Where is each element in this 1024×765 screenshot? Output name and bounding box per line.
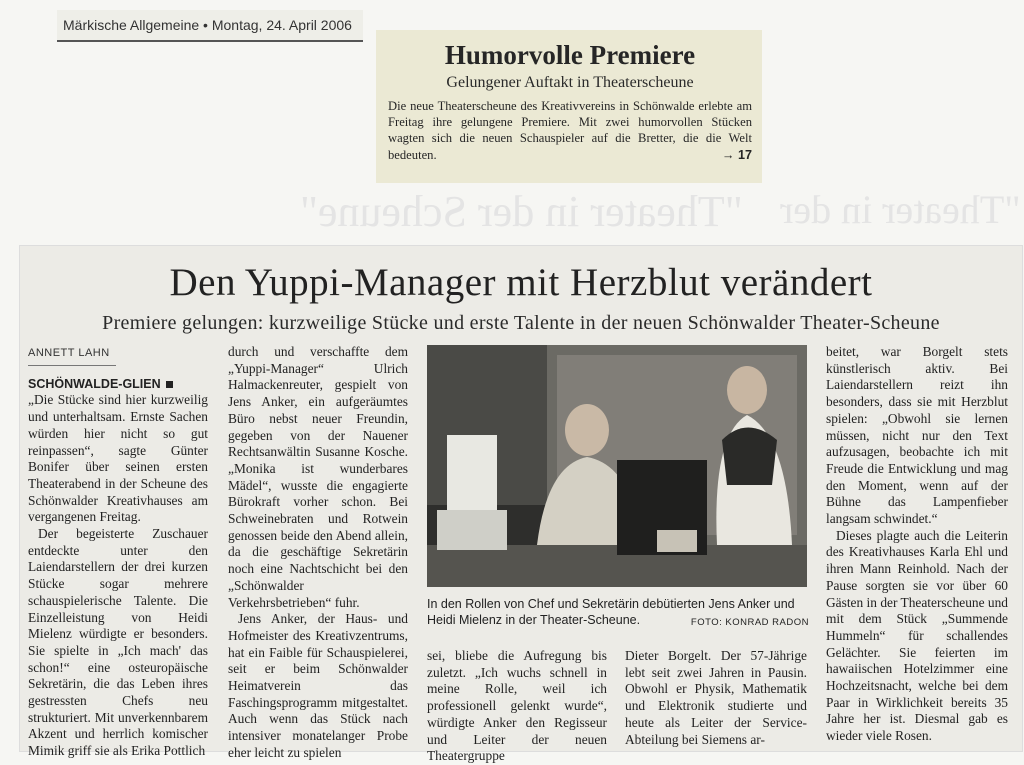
article-clipping (20, 246, 1022, 764)
article-column-2 (228, 344, 408, 762)
show-through-text-2: "Theater in der (780, 187, 1021, 232)
photo-caption (427, 596, 809, 631)
article-paragraph: durch und verschaffte dem „Yuppi-Manager“ Ulrich Halmackenreuter, gespielt von Jens Anker, ein aufgeräumtes Büro nebst neuer Freundin, gegeben von der Nauener Rechtsanwältin Susanne Kosche. „Monika ist wunderbares Mädel“, wusste die engagierte Bürokraft vorher schon. Bei Schweinebraten und Rotwein genossen beide den Abend allein, da die geschäftige Sekretärin noch eine Nachtschicht bei den „Schönwalder Verkehrsbetrieben“ fuhr. (228, 344, 408, 610)
article-subheadline: Premiere gelungen: kurzweilige Stücke und erste Talente in der neuen Schönwalder Theater-Scheune (102, 312, 940, 334)
teaser-body: Die neue Theaterscheune des Kreativvereins in Schönwalde erlebte am Freitag ihre gelungene Premiere. Mit zwei humorvollen Stücken wagten sich die neuen Schauspieler auf die Bretter, die die Welt bedeuten. (388, 99, 752, 162)
article-paragraph: Dieses plagte auch die Leiterin des Kreativhauses Karla Ehl und ihren Mann Reinhold. Nach der Pause sorgten sie vor über 60 Gästen in der Theaterscheune und mit dem Stück „Summende Hummeln“ für schallendes Gelächter. Sie feierten im hawaiischen Hotelzimmer eine Hochzeitsnacht, welche bei dem Paar in Wirklichkeit bereits 35 Jahre her ist. Diesmal gab es wieder viele Rosen. (826, 527, 1008, 744)
author-byline: ANNETT LAHN (28, 345, 116, 366)
photo-illustration (427, 345, 807, 587)
article-headline: Den Yuppi-Manager mit Herzblut verändert (169, 261, 873, 304)
photo-credit: FOTO: KONRAD RADON (690, 617, 809, 628)
article-paragraph: Der begeisterte Zuschauer entdeckte unter den Laiendarstellern der drei kurzen Stücke sogar mehrere schauspielerische Talente. Die Einzelleistung von Heidi Mielenz würdigte er besonders. Sie spielte in „Ich mach' das schon!“ eine osteuropäische Sekretärin, die das Leben ihres gestressten Chefs neu strukturiert. Mit unverkennbarem Akzent und herrlich komischer Mimik griff sie als Erika Pottlich (28, 526, 208, 759)
article-column-3 (427, 648, 607, 765)
article-paragraph: beitet, war Borgelt stets künstlerisch aktiv. Bei Laiendarstellern reizt ihn besonders, dass sie mit Herzblut spielen: „Obwohl sie lernen müssen, nicht nur den Text aufzusagen, beobachte ich mit Freude die Entwicklung und mag den Moment, wenn auf der Bühne das Lampenfieber langsam schwindet.“ (826, 344, 1008, 527)
teaser-page-reference: → 17 (721, 147, 752, 162)
article-column-4 (625, 648, 807, 748)
article-photo (427, 345, 807, 587)
teaser-box (376, 30, 762, 183)
dateline-place: SCHÖNWALDE-GLIEN (28, 377, 173, 391)
article-paragraph: Dieter Borgelt. Der 57-Jährige lebt seit zwei Jahren in Pausin. Obwohl er Physik, Mathematik und Elektronik studierte und heute als Leiter der Service-Abteilung bei Siemens ar- (625, 648, 807, 747)
newspaper-masthead: Märkische Allgemeine • Montag, 24. April 2006 (57, 10, 363, 42)
caption-text: In den Rollen von Chef und Sekretärin debütierten Jens Anker und Heidi Mielenz in der Theater-Scheune. (427, 597, 795, 627)
teaser-title: Humorvolle Premiere (444, 40, 696, 70)
show-through-text: "Theater in der Scheune" (300, 187, 743, 236)
article-paragraph: sei, bliebe die Aufregung bis zuletzt. „Ich wuchs schnell in meine Rolle, weil ich professionell gelenkt wurde“, würdigte Anker den Regisseur und Leiter der neuen Theatergruppe (427, 648, 607, 764)
article-column-1 (28, 344, 208, 760)
teaser-subtitle: Gelungener Auftakt in Theaterscheune (446, 74, 694, 91)
article-column-5 (826, 344, 1008, 745)
article-paragraph: Jens Anker, der Haus- und Hofmeister des Kreativzentrums, hat ein Faible für Schauspielerei, seit er beim Schönwalder Heimatverein das Faschingsprogramm mitgestaltet. Auch wenn das Stück nach intensiver monatelanger Probe eher leicht zu spielen (228, 611, 408, 760)
article-paragraph: „Die Stücke sind hier kurzweilig und unterhaltsam. Ernste Sachen würden hier nicht so gut reinpassen“, sagte Günter Bonifer über seinen ersten Theaterabend in der Scheune des Schönwalder Kreativhauses am vergangenen Freitag. (28, 392, 208, 525)
